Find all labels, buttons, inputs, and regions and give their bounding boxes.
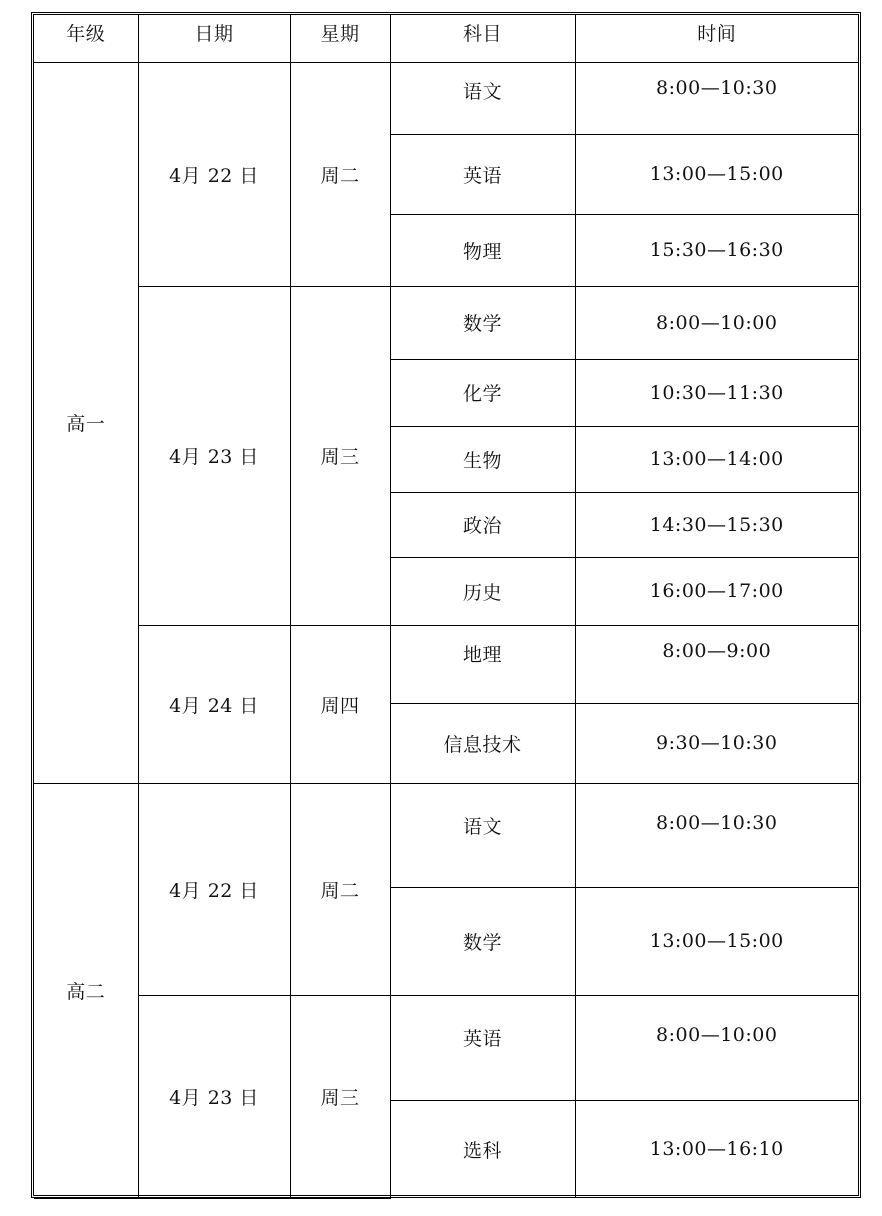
grade-cell: 高一 xyxy=(34,62,138,783)
weekday-cell: 周二 xyxy=(290,783,390,995)
header-subject: 科目 xyxy=(390,15,575,62)
weekday-cell: 周二 xyxy=(290,62,390,286)
date-cell: 4月 22 日 xyxy=(138,62,290,286)
exam-schedule-frame xyxy=(31,12,861,1198)
header-date: 日期 xyxy=(138,15,290,62)
subject-cell: 数学 xyxy=(390,286,575,359)
time-cell: 13:00—15:00 xyxy=(575,887,858,995)
date-cell: 4月 22 日 xyxy=(138,783,290,995)
time-cell: 8:00—10:30 xyxy=(575,783,858,887)
time-cell: 10:30—11:30 xyxy=(575,359,858,426)
time-cell: 8:00—10:30 xyxy=(575,62,858,134)
time-cell: 14:30—15:30 xyxy=(575,492,858,557)
time-cell: 9:30—10:30 xyxy=(575,703,858,783)
subject-cell: 生物 xyxy=(390,426,575,492)
subject-cell: 语文 xyxy=(390,62,575,134)
date-cell: 4月 24 日 xyxy=(138,625,290,783)
time-cell: 13:00—16:10 xyxy=(575,1100,858,1198)
time-cell: 13:00—15:00 xyxy=(575,134,858,214)
subject-cell: 信息技术 xyxy=(390,703,575,783)
exam-schedule-table xyxy=(34,15,858,1199)
subject-cell: 政治 xyxy=(390,492,575,557)
weekday-cell: 周三 xyxy=(290,286,390,625)
subject-cell: 数学 xyxy=(390,887,575,995)
time-cell: 8:00—10:00 xyxy=(575,995,858,1100)
header-weekday: 星期 xyxy=(290,15,390,62)
header-grade: 年级 xyxy=(34,15,138,62)
subject-cell: 历史 xyxy=(390,557,575,625)
weekday-cell: 周三 xyxy=(290,995,390,1198)
subject-cell: 英语 xyxy=(390,134,575,214)
subject-cell: 英语 xyxy=(390,995,575,1100)
time-cell: 15:30—16:30 xyxy=(575,214,858,286)
subject-cell: 地理 xyxy=(390,625,575,703)
table-row xyxy=(34,783,858,887)
time-cell: 8:00—10:00 xyxy=(575,286,858,359)
table-row xyxy=(34,995,858,1100)
date-cell: 4月 23 日 xyxy=(138,286,290,625)
table-row xyxy=(34,625,858,703)
header-time: 时间 xyxy=(575,15,858,62)
subject-cell: 选科 xyxy=(390,1100,575,1198)
time-cell: 8:00—9:00 xyxy=(575,625,858,703)
subject-cell: 化学 xyxy=(390,359,575,426)
subject-cell: 物理 xyxy=(390,214,575,286)
date-cell: 4月 23 日 xyxy=(138,995,290,1198)
subject-cell: 语文 xyxy=(390,783,575,887)
time-cell: 13:00—14:00 xyxy=(575,426,858,492)
weekday-cell: 周四 xyxy=(290,625,390,783)
time-cell: 16:00—17:00 xyxy=(575,557,858,625)
grade-cell: 高二 xyxy=(34,783,138,1198)
table-row xyxy=(34,62,858,134)
table-row xyxy=(34,286,858,359)
header-row xyxy=(34,15,858,62)
